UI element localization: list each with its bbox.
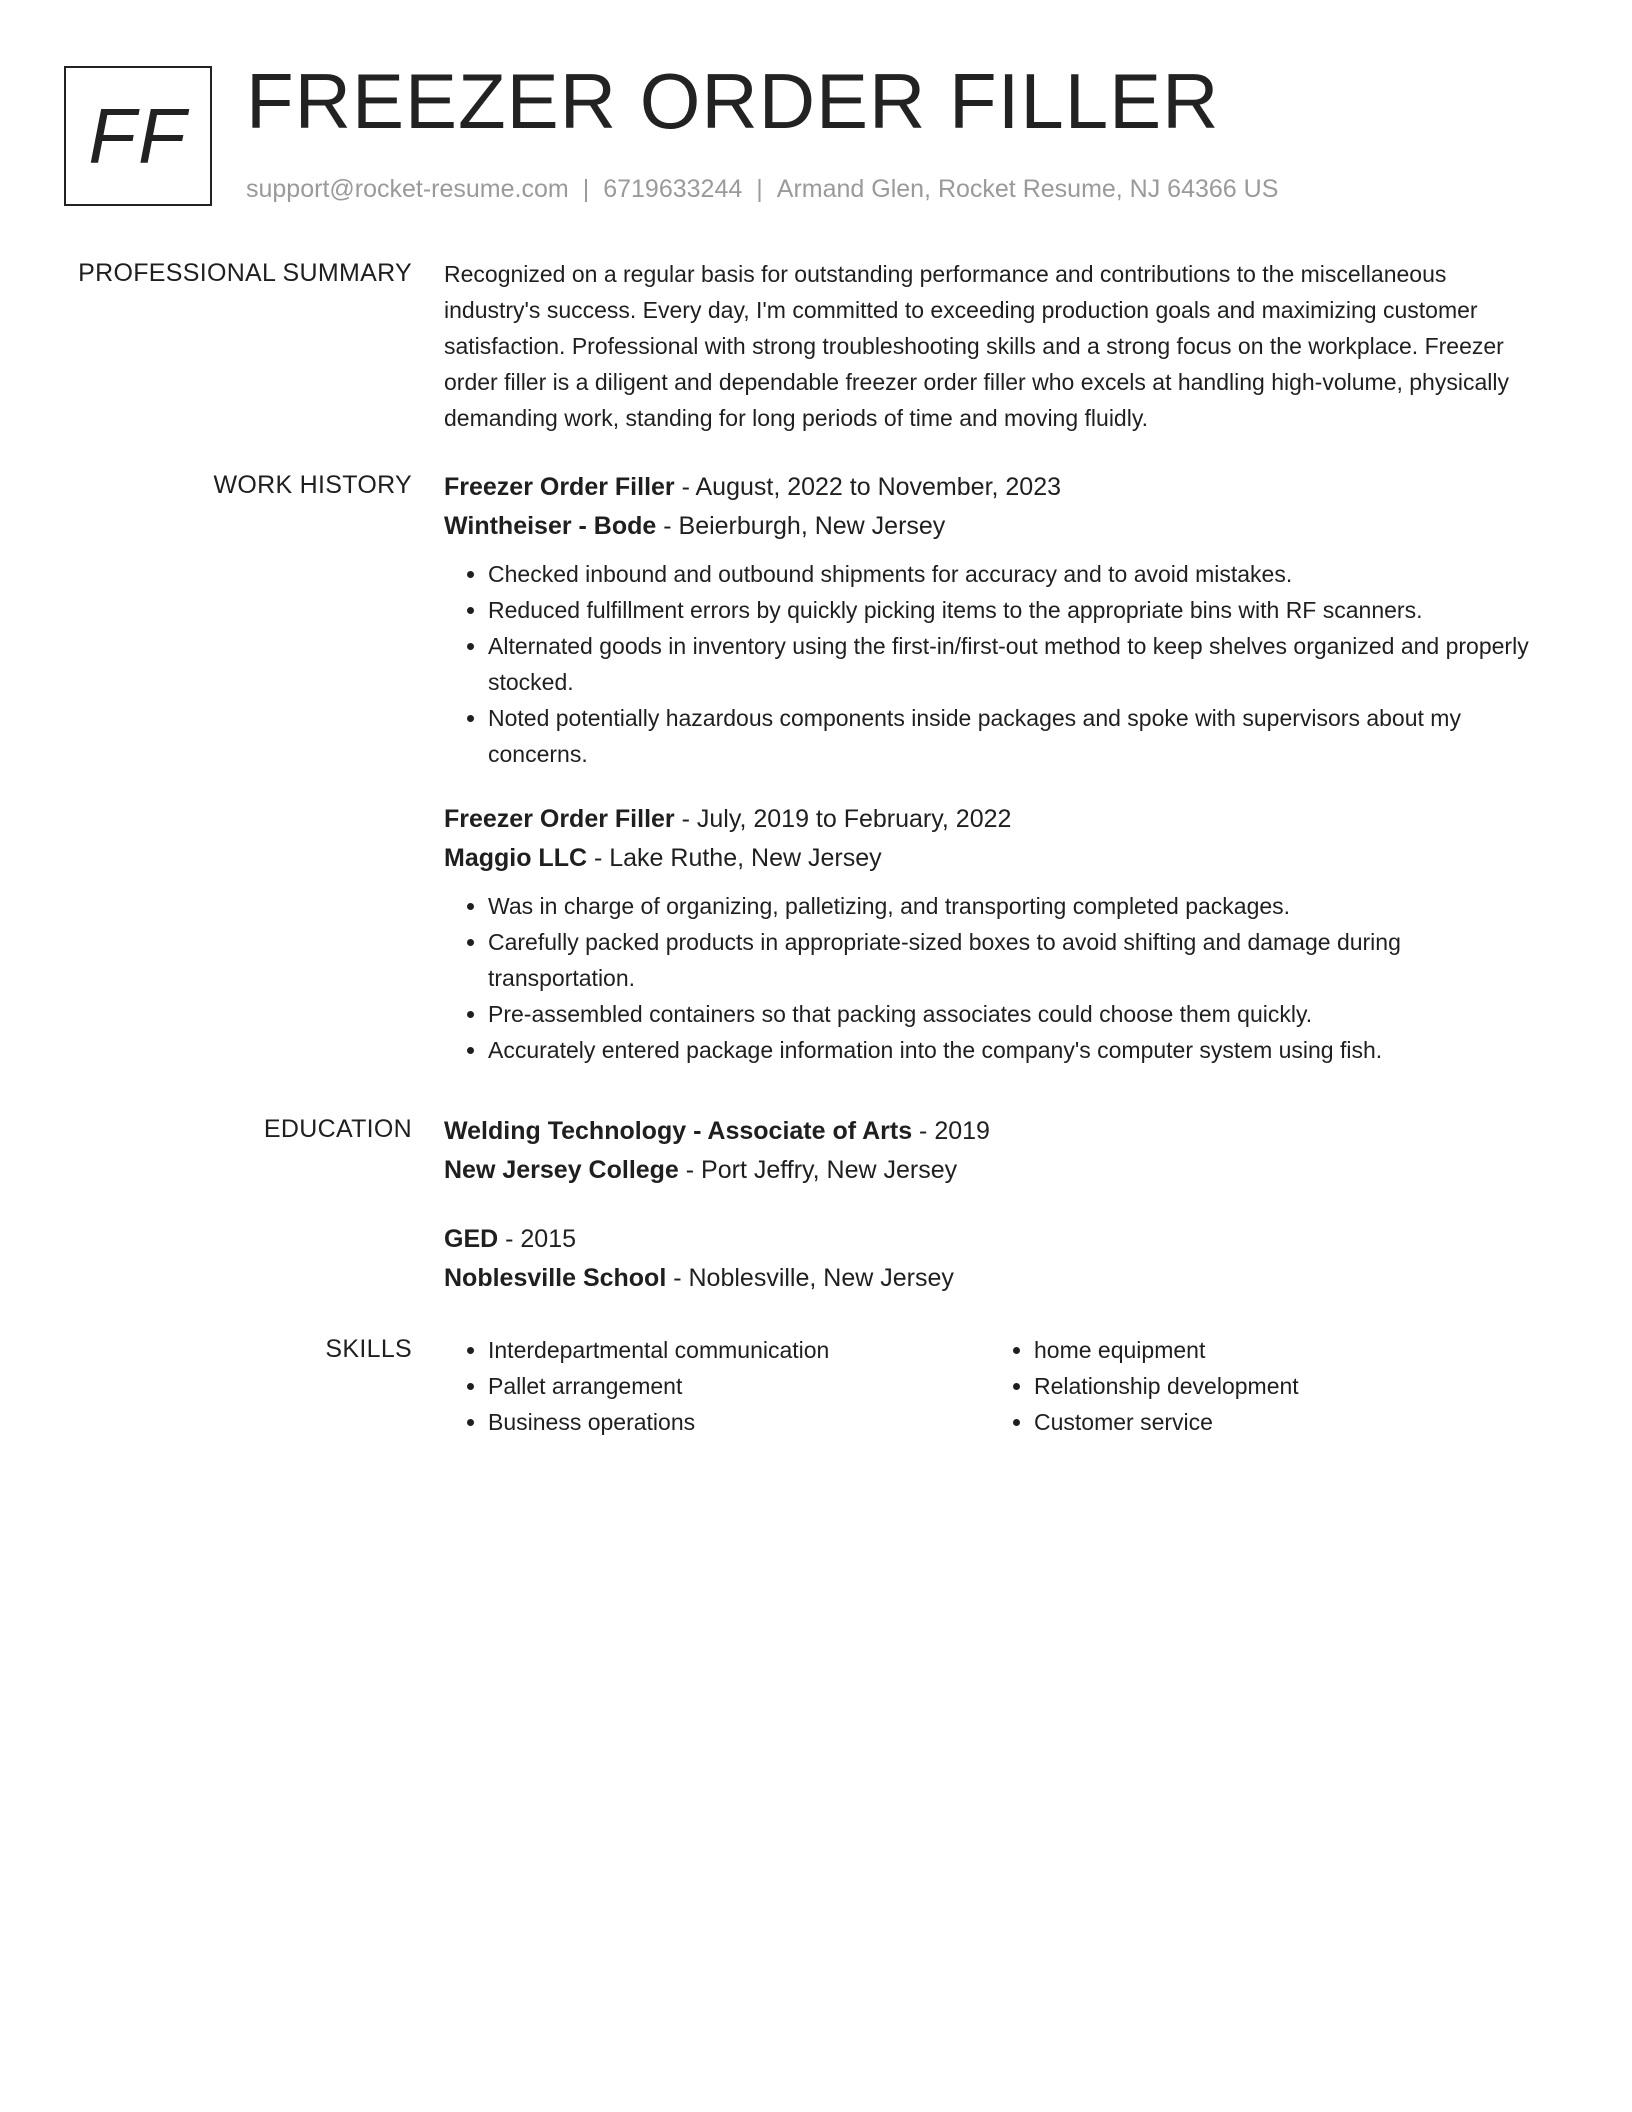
skills-column-right [990,1332,1536,1440]
job-title-line [444,468,1544,507]
school-line [444,1259,1544,1298]
job-bullets [444,888,1544,1068]
school-location: - Port Jeffry, New Jersey [678,1156,958,1184]
contact-line [246,174,1278,204]
job-company-line [444,507,1544,546]
list-item: • Was in charge of organizing, palletizing, and transporting completed packages. [488,888,1544,924]
school-location: - Noblesville, New Jersey [666,1264,954,1292]
list-item: • Pre-assembled containers so that packing associates could choose them quickly. [488,996,1544,1032]
job-bullets [444,556,1544,772]
list-item: • Customer service [1034,1404,1536,1440]
monogram-logo: FF [64,66,212,206]
school-name: New Jersey College [444,1156,679,1184]
job-dates: - July, 2019 to February, 2022 [674,805,1012,833]
education-entry [444,1112,1544,1190]
section-heading: SKILLS [325,1335,412,1363]
school-line [444,1151,1544,1190]
section-heading: EDUCATION [263,1115,412,1143]
list-item: • Pallet arrangement [488,1368,990,1404]
phone-number: 6719633244 [603,175,743,203]
job-entry [444,468,1544,772]
list-item: • Accurately entered package information into the company's computer system using fish. [488,1032,1544,1068]
company-name: Wintheiser - Bode [444,512,657,540]
degree-line [444,1220,1544,1259]
contact-separator: | [756,175,763,203]
section-heading: WORK HISTORY [213,471,412,499]
list-item: • Reduced fulfillment errors by quickly picking items to the appropriate bins with RF scanners. [488,592,1544,628]
job-location: - Lake Ruthe, New Jersey [587,844,882,872]
job-company-line [444,839,1544,878]
education-entry [444,1220,1544,1298]
job-title: Freezer Order Filler [444,805,675,833]
list-item: • home equipment [1034,1332,1536,1368]
list-item: • Alternated goods in inventory using the first-in/first-out method to keep shelves organized and properly stocked. [488,628,1544,700]
page-title: FREEZER ORDER FILLER [246,57,1220,145]
list-item: • Noted potentially hazardous components inside packages and spoke with supervisors about my concerns. [488,700,1544,772]
job-dates: - August, 2022 to November, 2023 [674,473,1062,501]
degree-year: - 2015 [498,1225,577,1253]
contact-separator: | [582,175,590,203]
summary-text: Recognized on a regular basis for outstanding performance and contributions to the miscellaneous industry's success. Every day, I'm committed to exceeding production goals and maximizing customer satisfaction. Professional with strong troubleshooting skills and a strong focus on the workplace. Freezer order filler is a diligent and dependable freezer order filler who excels at handling high-volume, physically demanding work, standing for long periods of time and moving fluidly. [444,261,1509,431]
degree-year: - 2019 [912,1117,990,1145]
list-item: • Carefully packed products in appropriate-sized boxes to avoid shifting and damage during transportation. [488,924,1544,996]
job-title-line [444,800,1544,839]
job-entry [444,800,1544,1068]
list-item: • Checked inbound and outbound shipments for accuracy and to avoid mistakes. [488,556,1544,592]
email-link[interactable]: support@rocket-resume.com [246,175,569,203]
school-name: Noblesville School [444,1264,667,1292]
list-item: • Relationship development [1034,1368,1536,1404]
degree-line [444,1112,1544,1151]
skills-grid [444,1332,1544,1440]
address: Armand Glen, Rocket Resume, NJ 64366 US [776,175,1279,203]
degree-name: Welding Technology - Associate of Arts [444,1117,913,1145]
section-heading: PROFESSIONAL SUMMARY [78,259,412,287]
list-item: • Interdepartmental communication [488,1332,990,1368]
skills-column-left [444,1332,990,1440]
job-title: Freezer Order Filler [444,473,675,501]
company-name: Maggio LLC [444,844,588,872]
degree-name: GED [444,1225,499,1253]
list-item: • Business operations [488,1404,990,1440]
job-location: - Beierburgh, New Jersey [656,512,946,540]
